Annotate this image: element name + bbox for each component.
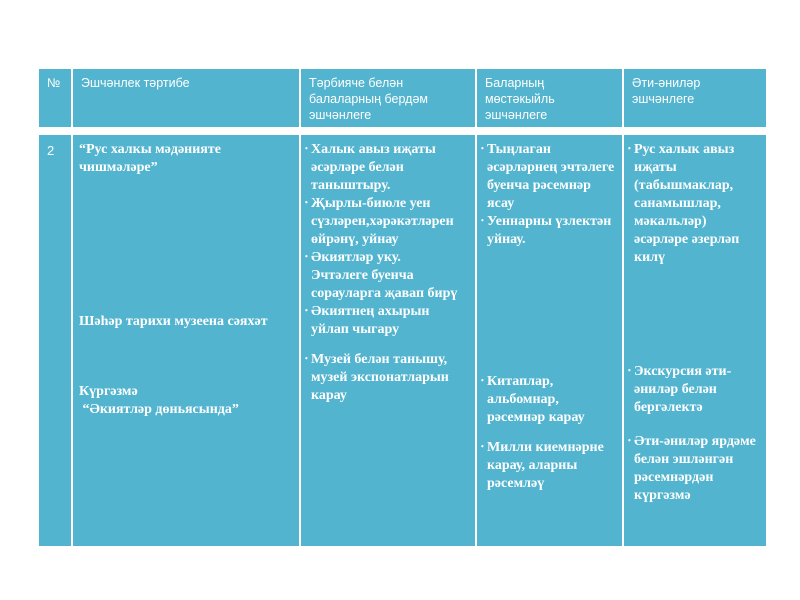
teacher-item-text: Әкиятнең ахырын уйлап чыгару: [311, 304, 430, 337]
header-teacher-activity: [301, 69, 475, 127]
order-exhibition: Күргәзмә: [79, 384, 138, 399]
header-children-text: Баларның мөстәкыйль эшчәнлеге: [485, 76, 555, 122]
teacher-item-text: Әкиятләр уку.: [311, 250, 401, 265]
row-number: [39, 135, 71, 546]
row-number-text: 2: [47, 143, 55, 158]
bullet-icon: •: [628, 436, 631, 445]
children-item-text: Китаплар, альбомнар, рәсемнәр карау: [487, 374, 585, 425]
bullet-icon: •: [305, 354, 308, 363]
row-separator: [39, 127, 766, 135]
teacher-item-text: Музей белән танышу, музей экспонатларын карау: [311, 352, 449, 403]
teacher-item: [305, 249, 469, 267]
header-parents-activity: [624, 69, 766, 127]
teacher-item-text: Эчтәлеге буенча сорауларга җавап бирү: [311, 268, 458, 301]
row-teacher-activity: [301, 135, 475, 546]
children-item-text: Уеннарны үзлектән уйнау.: [487, 214, 612, 247]
order-museum-trip: Шәһәр тарихи музеена сәяхәт: [79, 314, 268, 329]
bullet-icon: •: [481, 216, 484, 225]
activity-table: [37, 67, 768, 548]
header-teacher-text: Тәрбияче белән балаларның бердәм эшчәнлеге: [309, 76, 429, 122]
teacher-item: [305, 351, 469, 405]
bullet-icon: •: [305, 252, 308, 261]
children-item: [481, 373, 616, 427]
row-parents-activity: [624, 135, 766, 546]
bullet-icon: •: [481, 144, 484, 153]
teacher-item-text: Халык авыз иҗаты әсәрләре белән таныштыру.: [311, 142, 436, 193]
row-children-activity: [477, 135, 622, 546]
teacher-item: [305, 141, 469, 195]
bullet-icon: •: [481, 442, 484, 451]
header-children-activity: [477, 69, 622, 127]
teacher-item: [305, 195, 469, 249]
bullet-icon: •: [305, 198, 308, 207]
teacher-item-continued: [305, 267, 469, 303]
bullet-icon: •: [481, 376, 484, 385]
parents-item: [628, 433, 760, 505]
bullet-icon: •: [628, 366, 631, 375]
parents-item: [628, 141, 760, 267]
row-order: [73, 135, 299, 546]
parents-item-text: Экскурсия әти-әниләр белән бергәлектә: [634, 364, 732, 415]
header-number: [39, 69, 71, 127]
children-item: [481, 141, 616, 213]
teacher-item: [305, 303, 469, 339]
order-culture: “Рус халкы мәдәнияте чишмәләре”: [79, 142, 221, 175]
header-order: [73, 69, 299, 127]
teacher-item-text: Җырлы-биюле уен сүзләрен,хәрәкәтләрен өйрәнү, уйнау: [311, 196, 454, 247]
order-fairy-world: “Әкиятләр дөньясында”: [79, 402, 239, 417]
children-item-text: Милли киемнәрне карау, аларны рәсемләү: [487, 440, 604, 491]
parents-item-text: Рус халык авыз иҗаты (табышмаклар, санамышлар, мәкальләр) әсәрләре әзерләп килү: [634, 142, 740, 265]
bullet-icon: •: [628, 144, 631, 153]
parents-item-text: Әти-әниләр ярдәме белән эшләнгән рәсемнәрдән күргәзмә: [634, 434, 756, 503]
header-order-text: Эшчәнлек тәртибе: [81, 76, 190, 90]
children-item-text: Тыңлаган әсәрләрнең эчтәлеге буенча рәсемнәр ясау: [487, 142, 615, 211]
header-parents-text: Әти-әниләр эшчәнлеге: [632, 76, 701, 106]
bullet-icon: •: [305, 144, 308, 153]
bullet-icon: •: [305, 306, 308, 315]
header-number-text: №: [47, 76, 61, 90]
children-item: [481, 439, 616, 493]
parents-item: [628, 363, 760, 417]
children-item: [481, 213, 616, 249]
